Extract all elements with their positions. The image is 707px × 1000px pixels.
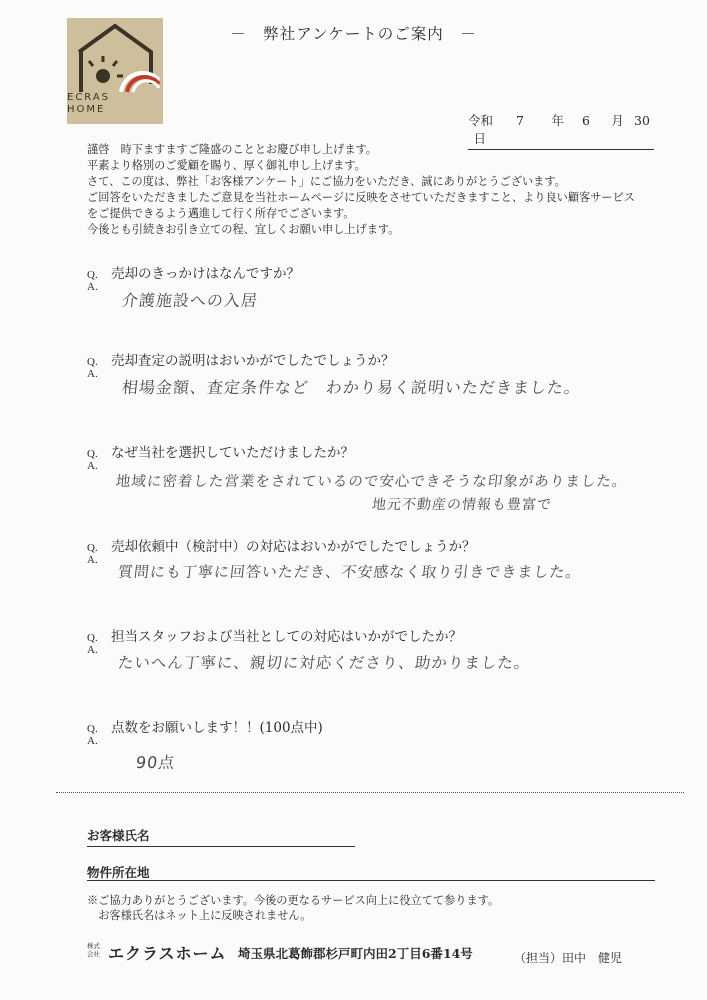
date-year: 7 bbox=[516, 113, 524, 128]
answer-3-addendum: 地元不動産の情報も豊富で bbox=[371, 497, 553, 513]
answer-mark-3: A. bbox=[87, 460, 98, 472]
company-name: エクラスホーム bbox=[108, 944, 227, 963]
intro-line: さて、この度は、弊社「お客様アンケート」にご協力をいただき、誠にありがとうございます。 bbox=[87, 175, 566, 188]
answer-mark-5: A. bbox=[87, 644, 98, 656]
date-day: 30 bbox=[634, 113, 650, 128]
answer-2: 相場金額、査定条件など わかり易く説明いただきました。 bbox=[120, 378, 582, 397]
answer-3: 地域に密着した営業をされているので安心できそうな印象がありました。 bbox=[115, 474, 629, 490]
answer-mark-6: A. bbox=[87, 735, 98, 747]
answer-4: 質問にも丁寧に回答いただき、不安感なく取り引きできました。 bbox=[117, 563, 583, 581]
intro-line: をご提供できるよう邁進して行く所存でございます。 bbox=[87, 207, 355, 220]
intro-line: ご回答をいただきましたご意見を当社ホームページに反映をさせていただきますこと、より良い顧客サービス bbox=[87, 191, 635, 204]
intro-text bbox=[87, 142, 687, 238]
question-3: Q. なぜ当社を選択していただけましたか？ bbox=[87, 445, 354, 461]
footnote-line: お客様氏名はネット上に反映されません。 bbox=[87, 909, 312, 922]
question-6: Q. 点数をお願いします！！(100点中) bbox=[87, 720, 323, 736]
intro-line: 今後とも引続きお引き立ての程、宜しくお願い申し上げます。 bbox=[87, 223, 400, 236]
date-month-unit: 月 bbox=[611, 113, 624, 128]
date-era: 令和 bbox=[468, 113, 494, 128]
question-4: Q. 売却依頼中（検討中）の対応はおいかがでしたでしょうか？ bbox=[87, 539, 476, 555]
answer-mark-2: A. bbox=[87, 368, 98, 380]
answer-6: 90点 bbox=[134, 753, 177, 772]
dotted-divider bbox=[56, 792, 684, 793]
property-location-label: 物件所在地 bbox=[87, 865, 150, 880]
customer-name-field bbox=[87, 826, 355, 847]
date-day-unit: 日 bbox=[473, 131, 486, 146]
answer-1: 介護施設への入居 bbox=[120, 291, 259, 310]
page-title: － 弊社アンケートのご案内 － bbox=[230, 25, 477, 43]
logo-text-line2: HOME bbox=[67, 104, 106, 115]
answer-mark-4: A. bbox=[87, 554, 98, 566]
question-2: Q. 売却査定の説明はおいかがでしたでしょうか？ bbox=[87, 353, 395, 369]
question-1: Q. 売却のきっかけはなんですか？ bbox=[87, 266, 300, 282]
intro-line: 謹啓 時下ますますご隆盛のこととお慶び申し上げます。 bbox=[87, 143, 377, 156]
date-year-unit: 年 bbox=[551, 113, 564, 128]
answer-mark-1: A. bbox=[87, 281, 98, 293]
company-address: 埼玉県北葛飾郡杉戸町内田2丁目6番14号 bbox=[238, 946, 473, 961]
staff-in-charge: （担当）田中 健児 bbox=[514, 951, 623, 965]
footnote-line: ※ご協力ありがとうございます。今後の更なるサービス向上に役立てて参ります。 bbox=[87, 894, 500, 907]
question-5: Q. 担当スタッフおよび当社としての対応はいかがでしたか？ bbox=[87, 629, 462, 645]
logo-text-line1: ECRAS bbox=[67, 92, 111, 103]
customer-name-label: お客様氏名 bbox=[87, 828, 150, 843]
answer-5: たいへん丁寧に、親切に対応くださり、助かりました。 bbox=[116, 654, 532, 672]
intro-line: 平素より格別のご愛顧を賜り、厚く御礼申し上げます。 bbox=[87, 159, 366, 172]
property-location-line bbox=[87, 880, 655, 881]
corp-type-label: 株式 会社 bbox=[87, 942, 100, 958]
footnote bbox=[87, 893, 499, 923]
date-month: 6 bbox=[582, 113, 590, 128]
